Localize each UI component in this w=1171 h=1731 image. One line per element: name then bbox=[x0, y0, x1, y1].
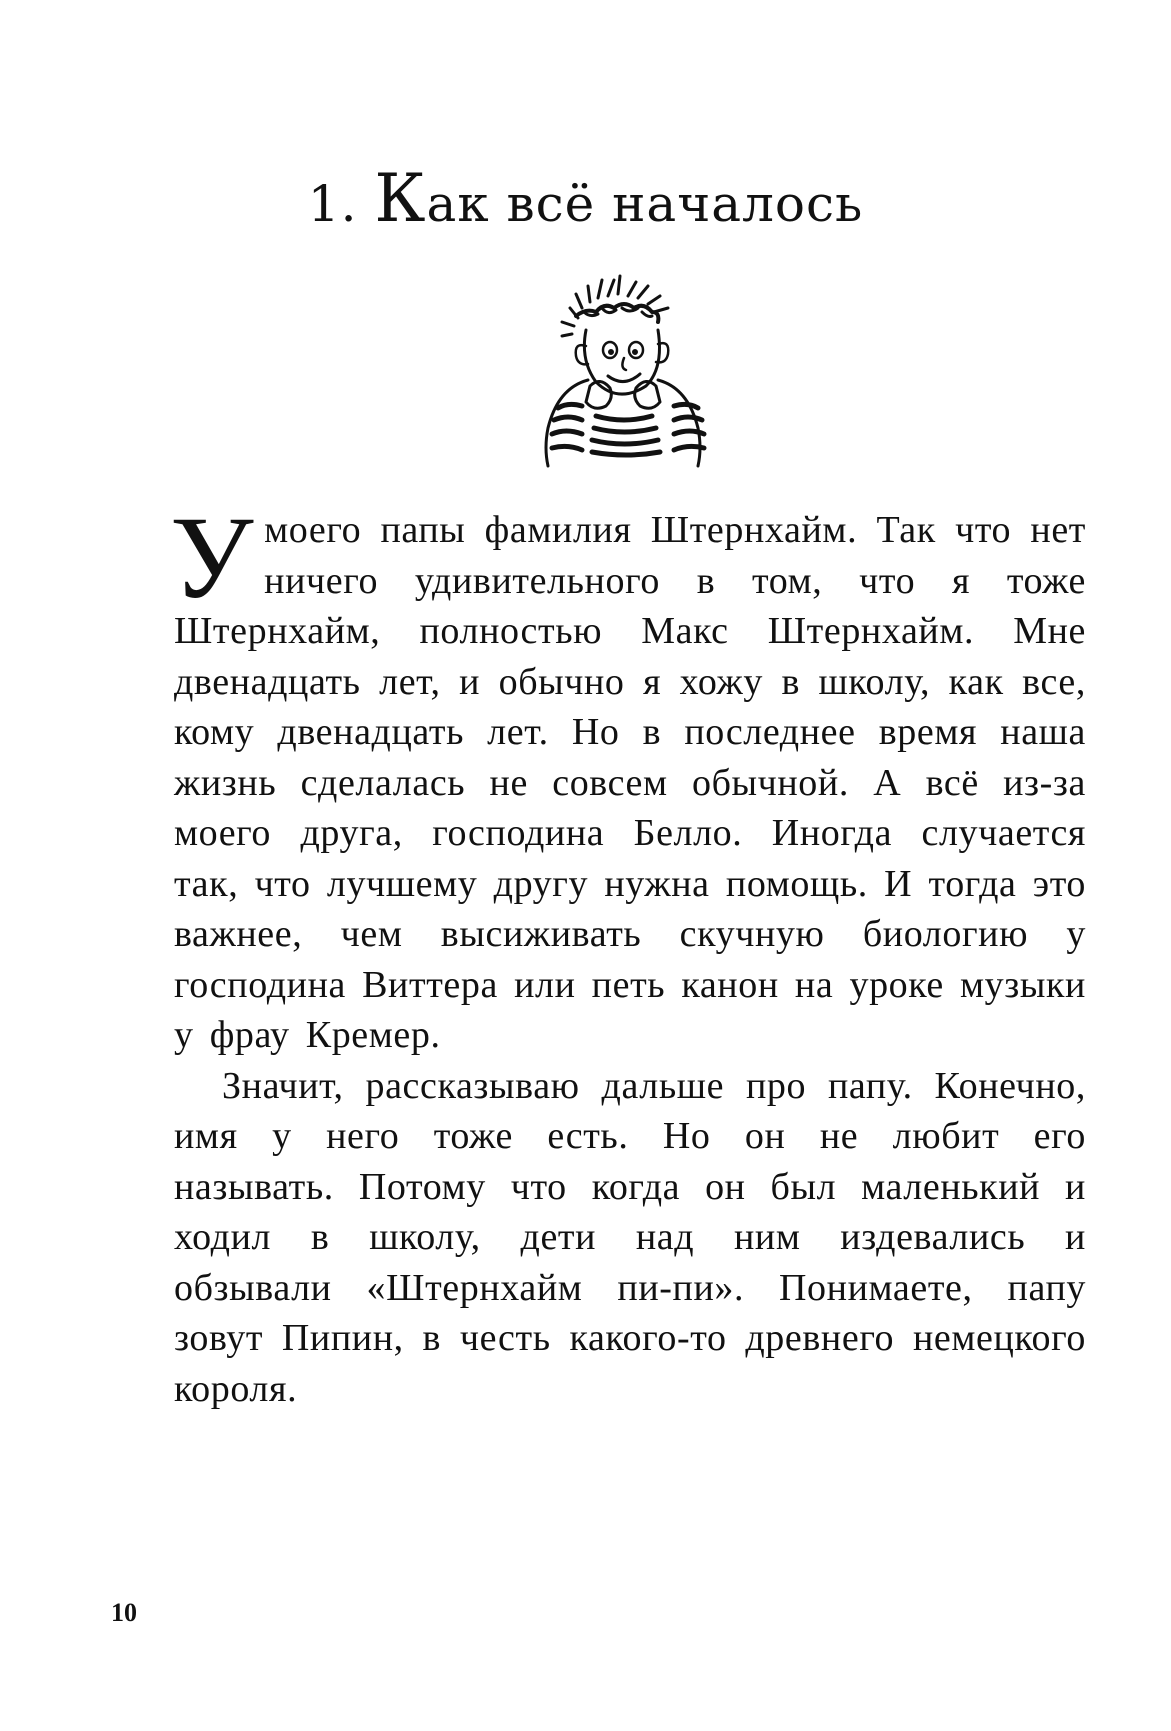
chapter-title-rest: ак всё началось bbox=[426, 175, 864, 233]
boy-in-striped-shirt-icon bbox=[538, 268, 718, 468]
paragraph-1-text: моего папы фамилия Штернхайм. Так что нет ничего удивительного в том, что я тоже Штернхайм, полностью Макс Штернхайм. Мне двенадцать лет, и обычно я хожу в школу, как все, кому двенадцать лет. Но в последнее время наша жизнь сделалась не совсем обычной. А всё из-за моего друга, господина Белло. Иногда случается так, что лучшему другу нужна помощь. И тогда это важнее, чем высиживать скучную биологию у господина Виттера или петь канон на уроке музыки у фрау Кремер. bbox=[174, 509, 1086, 1056]
boy-illustration bbox=[538, 268, 718, 468]
paragraph-2: Значит, рассказываю дальше про папу. Конечно, имя у него тоже есть. Но он не любит его называть. Потому что когда он был маленький и ходил в школу, дети над ним издевались и обзывали «Штернхайм пи-пи». Понимаете, папу зовут Пипин, в честь какого-то древнего немецкого короля. bbox=[174, 1064, 1086, 1410]
drop-cap: У bbox=[170, 492, 255, 623]
chapter-text bbox=[170, 492, 1086, 1414]
chapter-title bbox=[0, 160, 1171, 237]
page-number: 10 bbox=[111, 1598, 137, 1627]
chapter-number: 1. bbox=[307, 175, 358, 233]
chapter-title-initial: К bbox=[374, 160, 427, 237]
paragraph-1 bbox=[170, 492, 1086, 1061]
